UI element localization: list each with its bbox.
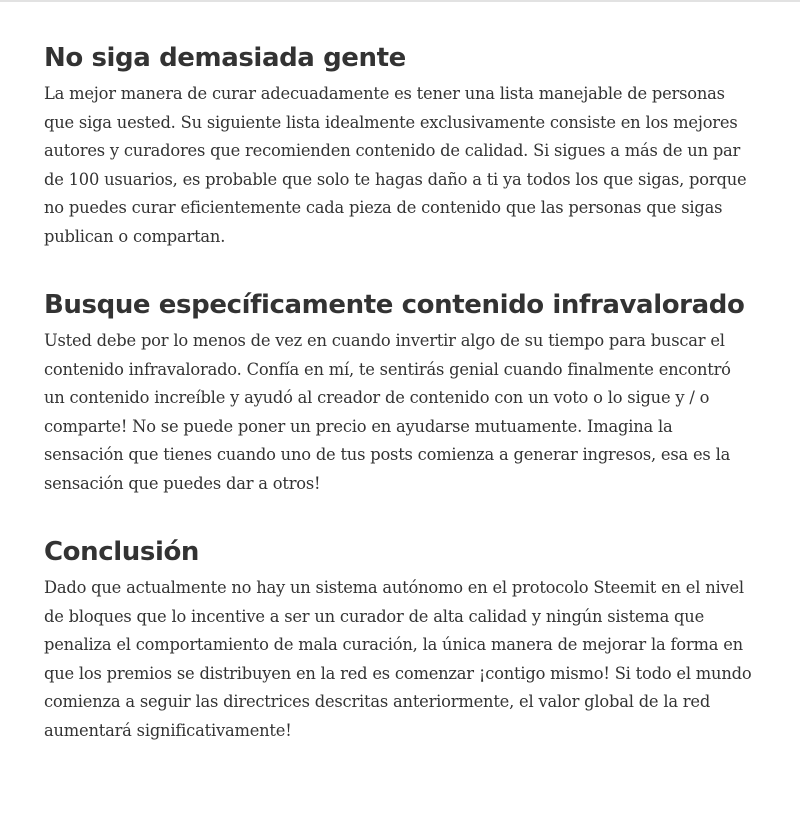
section-conclusion xyxy=(44,534,756,745)
article-body xyxy=(44,40,756,781)
section-heading: Conclusión xyxy=(44,537,200,567)
section-paragraph: Dado que actualmente no hay un sistema autónomo en el protocolo Steemit en el nivel de bloques que lo incentive a ser un curador de alta calidad y ningún sistema que penaliza el comportamiento de mala curación, la única manera de mejorar la forma en que los premios se distribuyen en la red es comenzar ¡contigo mismo! Si todo el mundo comienza a seguir las directrices descritas anteriormente, el valor global de la red aumentará significativamente! xyxy=(44,578,752,740)
section-heading: Busque específicamente contenido infravalorado xyxy=(44,290,745,320)
section-paragraph: La mejor manera de curar adecuadamente es tener una lista manejable de personas que siga uested. Su siguiente lista idealmente exclusivamente consiste en los mejores autores y curadores que recomienden contenido de calidad. Si sigues a más de un par de 100 usuarios, es probable que solo te hagas daño a ti ya todos los que sigas, porque no puedes curar eficientemente cada pieza de contenido que las personas que sigas publican o compartan. xyxy=(44,84,747,246)
section-undervalued-content xyxy=(44,287,756,498)
section-paragraph: Usted debe por lo menos de vez en cuando invertir algo de su tiempo para buscar el contenido infravalorado. Confía en mí, te sentirás genial cuando finalmente encontró un contenido increíble y ayudó al creador de contenido con un voto o lo sigue y / o comparte! No se puede poner un precio en ayudarse mutuamente. Imagina la sensación que tienes cuando uno de tus posts comienza a generar ingresos, esa es la sensación que puedes dar a otros! xyxy=(44,331,731,493)
section-heading: No siga demasiada gente xyxy=(44,43,406,73)
top-divider xyxy=(0,0,800,2)
section-dont-follow-too-many xyxy=(44,40,756,251)
